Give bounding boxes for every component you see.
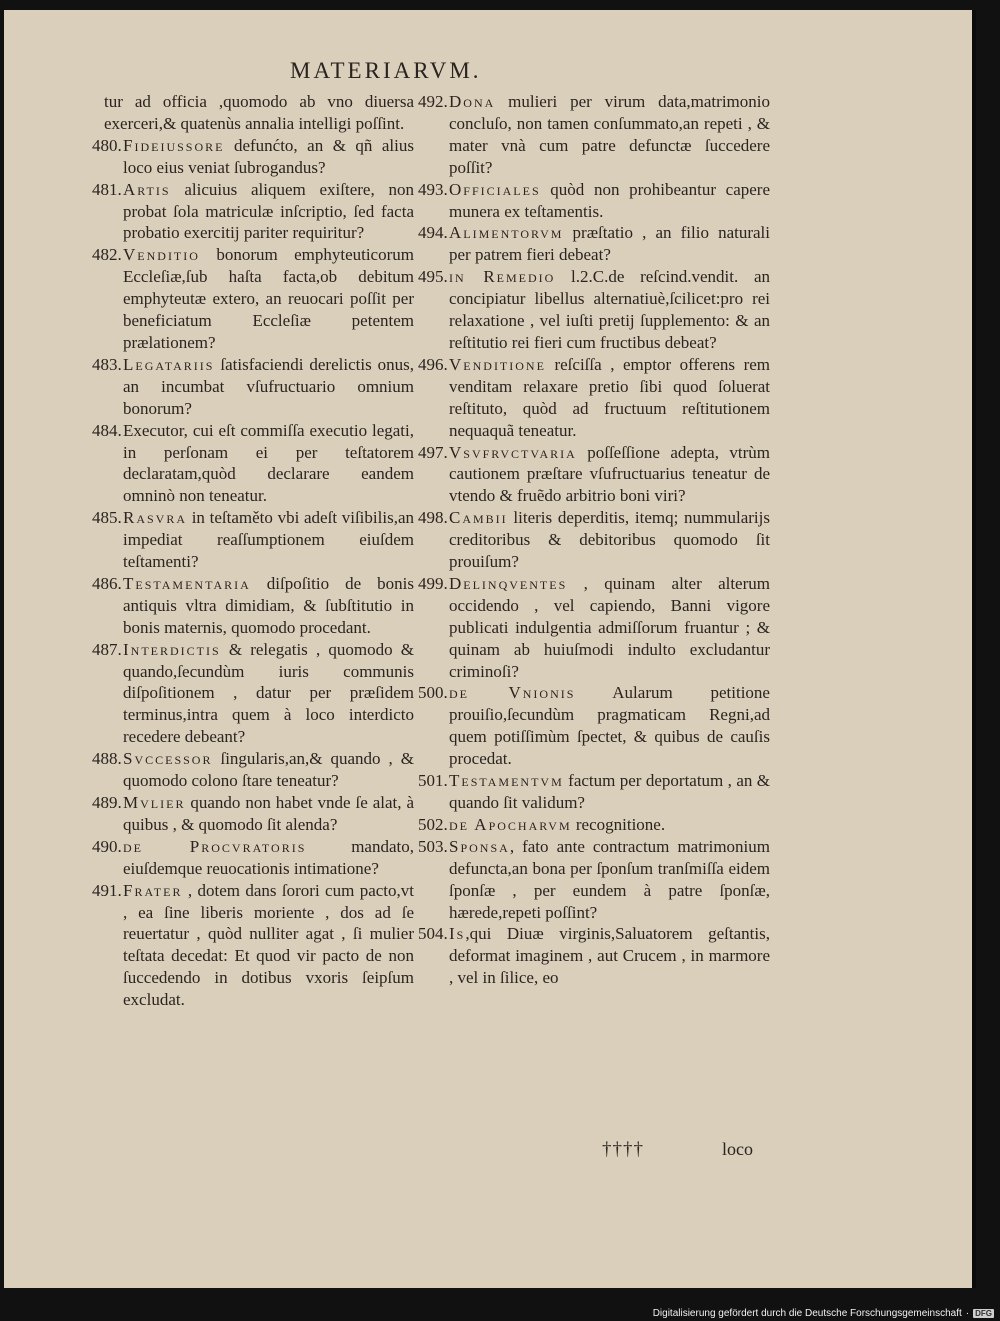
entry-number: 500.	[418, 683, 448, 703]
index-entry	[92, 91, 414, 135]
footer-separator: ·	[965, 1308, 970, 1319]
index-entry	[92, 244, 414, 354]
entry-text: quòd non prohibeantur capere munera ex teſtamentis.	[449, 179, 770, 221]
entry-number: 493.	[418, 179, 448, 199]
entry-keyword: de Procvratoris	[123, 836, 307, 856]
index-entry	[92, 836, 414, 880]
entry-text: Aularum petitione prouiſio,ſecundùm pragmaticam Regni,ad quem potiſſimùm ſpectet, & quibus de cauſis procedat.	[449, 683, 770, 769]
entry-text: , fato ante contractum matrimonium defuncta,an bona per ſponſum tranſmiſſa eidem ſponſæ , per eundem à patre ſponſæ, hærede,repeti poſſint?	[449, 836, 770, 922]
running-head: MATERIARVM.	[290, 58, 482, 83]
entry-keyword: Svccessor	[123, 749, 213, 769]
entry-text: diſpoſitio de bonis antiquis vltra dimidiam, & ſubſtitutio in bonis maternis, quomodo procedant.	[123, 573, 414, 637]
left-column	[92, 91, 414, 1011]
entry-number: 498.	[418, 508, 448, 528]
index-entry	[92, 880, 414, 1011]
entry-number: 496.	[418, 354, 448, 374]
entry-number: 491.	[92, 880, 122, 900]
entry-number: 485.	[92, 508, 122, 528]
index-entry	[92, 179, 414, 245]
footer-credit	[653, 1308, 994, 1319]
entry-keyword: Testamentaria	[123, 573, 251, 593]
index-entry	[418, 222, 770, 266]
index-entry	[92, 792, 414, 836]
index-entry	[418, 266, 770, 354]
entry-keyword: Venditio	[123, 245, 200, 265]
catchword: loco	[722, 1139, 753, 1159]
entry-keyword: Cambii	[449, 508, 508, 528]
entry-text: præſtatio , an filio naturali per patrem fieri debeat?	[449, 223, 770, 265]
index-entry	[418, 573, 770, 683]
entry-text: bonorum emphyteuticorum Eccleſiæ,ſub haſta facta,ob debitum emphyteutæ extero, an reuocari poſſit per beneficiatum Eccleſiæ petentem prælationem?	[123, 245, 414, 352]
right-column	[418, 91, 770, 989]
index-entry	[418, 354, 770, 442]
entry-keyword: de Apocharvm	[449, 814, 572, 834]
entry-number: 503.	[418, 836, 448, 856]
entry-text: defunćto, an & qñ alius loco eius veniat ſubrogandus?	[123, 135, 414, 177]
entry-number: 489.	[92, 793, 122, 812]
index-entry	[92, 135, 414, 179]
entry-text: mandato, eiuſdemque reuocationis intimatione?	[123, 836, 414, 878]
entry-text: reſciſſa , emptor offerens rem venditam relaxare pretio ſibi quod ſoluerat reſtituto, quòd ad fructuum reſtitutionem nequaquã teneatur.	[449, 354, 770, 440]
index-entry	[418, 770, 770, 814]
entry-text: literis deperditis, itemq; nummularijs creditoribus & debitoribus quomodo ſit prouiſum?	[449, 508, 770, 572]
index-entry	[418, 507, 770, 573]
entry-number: 481.	[92, 179, 122, 199]
index-entry	[418, 91, 770, 179]
entry-number: 504.	[418, 924, 448, 944]
entry-number: 495.	[418, 267, 448, 287]
entry-text: recognitione.	[571, 814, 666, 834]
entry-text: ſingularis,an,& quando , & quomodo colono ſtare teneatur?	[123, 749, 414, 791]
entry-text: ,qui Diuæ virginis,Saluatorem geſtantis, deformat imaginem , aut Crucem , in marmore , vel in ſilice, eo	[449, 924, 770, 988]
index-entry	[418, 179, 770, 223]
page-edge-shadow	[972, 10, 976, 1288]
entry-text: poſſeſſione adepta, vtrùm cautionem præſtare vſufructuarius teneatur de vtendo & fruẽdo arbitrio boni viri?	[449, 442, 770, 506]
entry-number: 480.	[92, 135, 122, 155]
entry-number: 492.	[418, 92, 448, 111]
index-entry	[418, 682, 770, 770]
index-entry	[92, 573, 414, 639]
entry-text: mulieri per virum data,matrimonio concluſo, non tamen conſummato,an repeti , & mater vnà cum patre defunctæ ſuccedere poſſit?	[449, 92, 770, 177]
entry-text: ſatisfaciendi derelictis onus, an incumbat vſufructuario omnium bonorum?	[123, 354, 414, 418]
entry-text: in teſtaměto vbi adeſt viſibilis,an impediat reaſſumptionem eiuſdem teſtamenti?	[123, 508, 414, 572]
entry-keyword: Rasvra	[123, 508, 188, 528]
entry-keyword: Delinqventes	[449, 573, 568, 593]
entry-number: 487.	[92, 639, 122, 659]
entry-keyword: Officiales	[449, 179, 541, 199]
entry-text: quando non habet vnde ſe alat, à quibus , & quomodo ſit alenda?	[123, 793, 414, 834]
index-entry	[92, 507, 414, 573]
entry-keyword: Interdictis	[123, 639, 221, 659]
entry-number: 488.	[92, 749, 122, 769]
entry-text: , quinam alter alterum occidendo , vel capiendo, Banni vigore publicati indulgentia admiſſorum fruantur ; & quinam ab huiuſmodi indulto excludantur criminoſi?	[449, 573, 770, 681]
entry-keyword: Mvlier	[123, 793, 186, 812]
signature-mark: ††††	[602, 1139, 644, 1160]
entry-keyword: Frater	[123, 880, 183, 900]
entry-number: 482.	[92, 245, 122, 265]
entry-keyword: Sponsa	[449, 836, 510, 856]
entry-keyword: Fideiussore	[123, 135, 225, 155]
entry-number: 494.	[418, 223, 448, 243]
entry-keyword: Legatariis	[123, 354, 215, 374]
entry-keyword: Dona	[449, 92, 496, 111]
entry-keyword: Testamentvm	[449, 771, 564, 791]
entry-keyword: Artis	[123, 179, 171, 199]
entry-keyword: Alimentorvm	[449, 223, 564, 243]
entry-number: 486.	[92, 573, 122, 593]
entry-text: & relegatis , quomodo & quando,ſecundùm iuris communis diſpoſitionem , datur per præſidem terminus,intra quem à loco interdicto recedere debeant?	[123, 639, 414, 747]
entry-text: , dotem dans ſorori cum pacto,vt , ea ſine liberis moriente , dos ad ſe reuertatur , quòd nulliter agat , ſi mulier teſtata decedat: Et quod vir pacto de non ſuccedendo in dotibus vxoris ſeipſum excludat.	[123, 880, 414, 1010]
entry-text: factum per deportatum , an & quando ſit validum?	[449, 771, 770, 812]
index-entry	[92, 420, 414, 508]
index-entry	[92, 748, 414, 792]
entry-number: 502.	[418, 814, 448, 834]
entry-keyword: de Vnionis	[449, 683, 576, 703]
entry-number: 501.	[418, 771, 448, 791]
entry-text: Executor, cui eſt commiſſa executio legati, in perſonam ei per teſtatorem declaratam,quòd declarare eandem omninò non teneatur.	[123, 420, 414, 506]
entry-keyword: Venditione	[449, 354, 546, 374]
entry-number: 484.	[92, 420, 122, 440]
index-entry	[418, 814, 770, 836]
entry-keyword: Is	[449, 924, 466, 944]
entry-number: 490.	[92, 836, 122, 856]
entry-text: tur ad officia ,quomodo ab vno diuersa exerceri,& quatenùs annalia intelligi poſſint.	[104, 92, 414, 133]
entry-number: 483.	[92, 354, 122, 374]
index-entry	[418, 442, 770, 508]
dfg-logo-icon: DFG	[975, 1309, 992, 1318]
index-entry	[92, 639, 414, 749]
entry-text: l.2.C.de reſcind.vendit. an concipiatur libellus alternatiuè,ſcilicet:pro rei relaxatione , vel iuſti pretij ſupplemento: & an reſtitutio rei fieri cum fructibus debeat?	[449, 267, 770, 352]
entry-number: 499.	[418, 573, 448, 593]
entry-keyword: Vsvfrvctvaria	[449, 442, 577, 462]
index-entry	[418, 836, 770, 924]
entry-text: alicuius aliquem exiſtere, non probat ſola matriculæ inſcriptio, ſed facta probatio exercitij pariter requiritur?	[123, 179, 414, 243]
entry-keyword: in Remedio	[449, 267, 556, 287]
footer-text: Digitalisierung gefördert durch die Deutsche Forschungsgemeinschaft	[652, 1308, 962, 1319]
index-entry	[92, 354, 414, 420]
entry-number: 497.	[418, 442, 448, 462]
index-entry	[418, 923, 770, 989]
